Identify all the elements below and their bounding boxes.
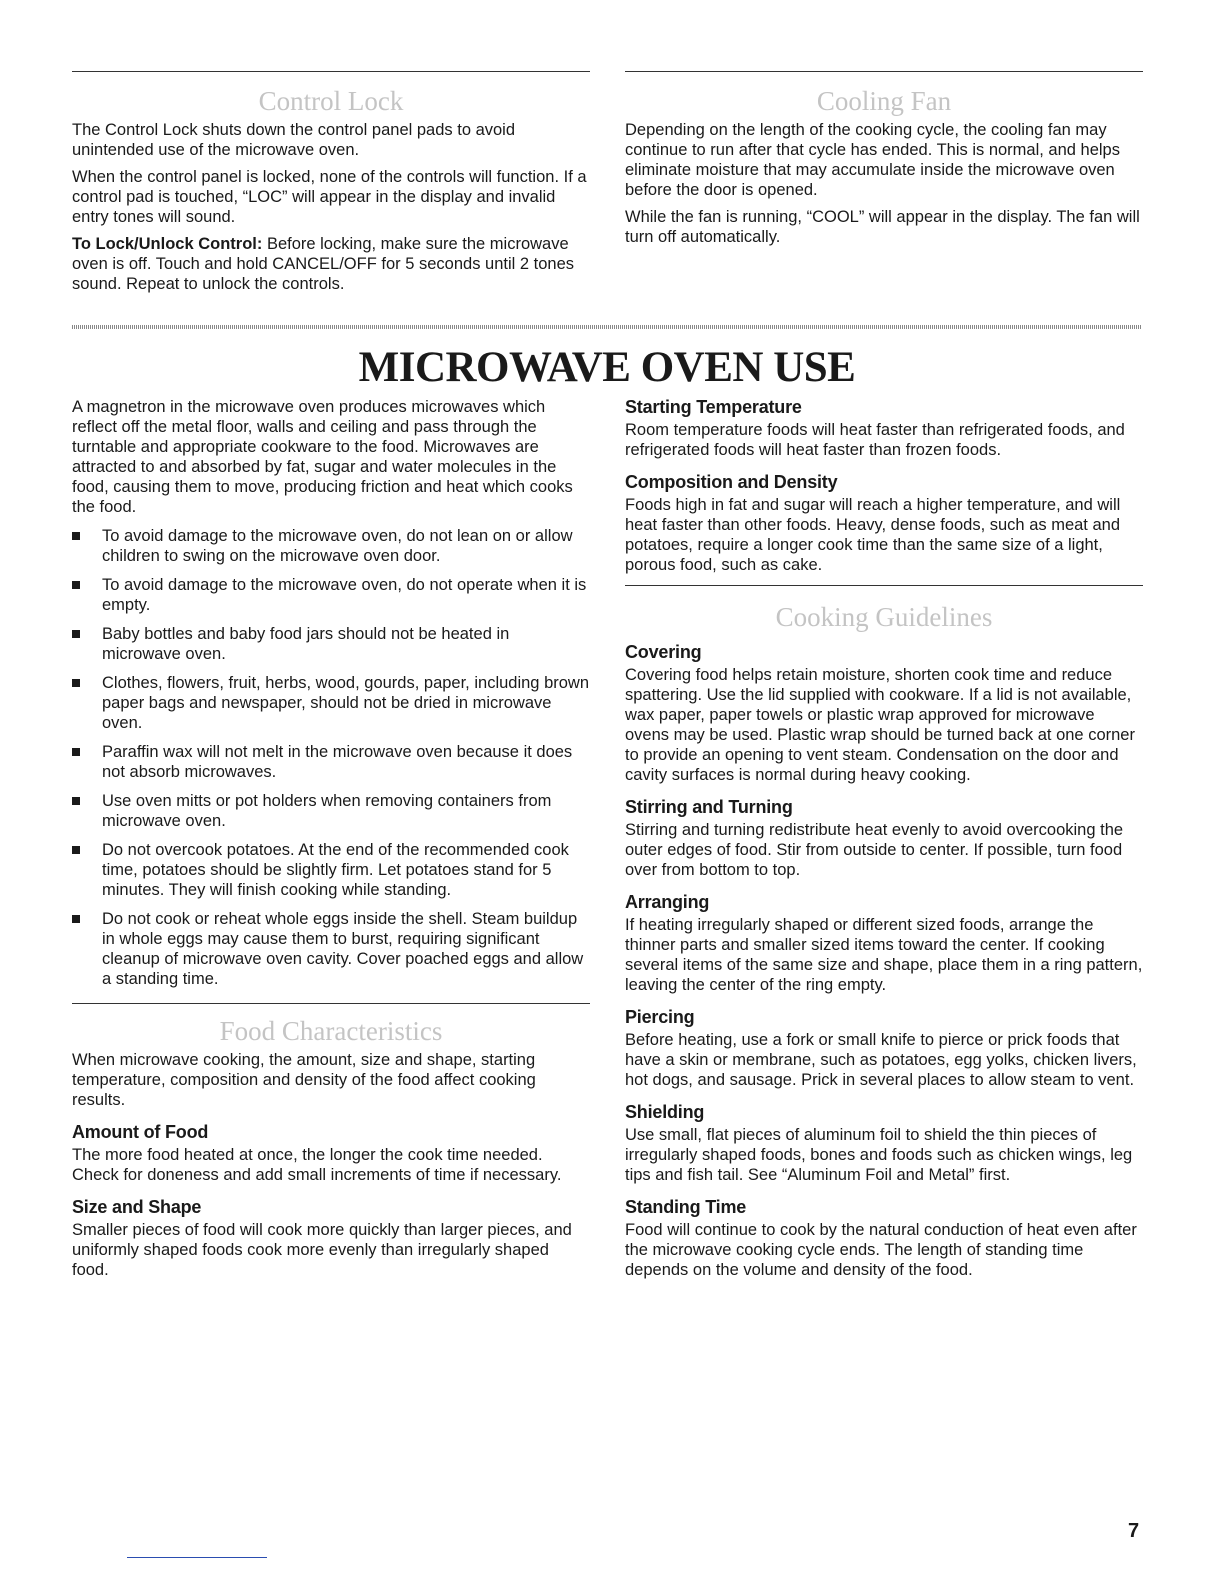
bullet-square-icon	[72, 581, 80, 589]
piercing-heading: Piercing	[625, 1007, 695, 1027]
arranging-heading: Arranging	[625, 892, 710, 912]
section-rule	[72, 71, 590, 72]
section-rule	[625, 585, 1143, 586]
amount-of-food-heading: Amount of Food	[72, 1122, 209, 1142]
standing-time-text: Food will continue to cook by the natural conduction of heat even after the microwave cooking cycle ends. The length of standing time depends on the volume and density of the food.	[625, 1221, 1137, 1279]
dotted-divider	[72, 325, 1142, 329]
stirring-turning-heading: Stirring and Turning	[625, 797, 793, 817]
bullet-square-icon	[72, 630, 80, 638]
bullet-square-icon	[72, 679, 80, 687]
food-characteristics-title: Food Characteristics	[219, 1016, 443, 1046]
starting-temperature-heading: Starting Temperature	[625, 397, 802, 417]
covering-text: Covering food helps retain moisture, shorten cook time and reduce spattering. Use the lid supplied with cookware. If a lid is not available, wax paper, paper towels or plastic wrap approved for microwave ovens may be used. Plastic wrap should be turned back at one corner to provide an opening to vent steam. Condensation on the door and cavity surfaces is normal during heavy cooking.	[625, 666, 1135, 784]
section-rule	[625, 71, 1143, 72]
bullet-square-icon	[72, 846, 80, 854]
cooling-fan-title: Cooling Fan	[816, 86, 952, 116]
list-item: Do not overcook potatoes. At the end of the recommended cook time, potatoes should be slightly firm. Let potatoes stand for 5 minutes. They will finish cooking while standing.	[72, 840, 590, 900]
arranging-text: If heating irregularly shaped or different sized foods, arrange the thinner parts and smaller sized items toward the center. If cooking several items of the same size and shape, place them in a ring pattern, leaving the center of the ring empty.	[625, 916, 1143, 994]
control-lock-title: Control Lock	[258, 86, 404, 116]
lock-unlock-text: Before locking, make sure the microwave oven is off. Touch and hold CANCEL/OFF for 5 seconds until 2 tones sound. Repeat to unlock the controls.	[72, 235, 575, 293]
list-item: To avoid damage to the microwave oven, do not operate when it is empty.	[72, 575, 590, 615]
amount-of-food-text: The more food heated at once, the longer the cook time needed. Check for doneness and add small increments of time if necessary.	[72, 1146, 562, 1184]
size-and-shape-heading: Size and Shape	[72, 1197, 202, 1217]
section-rule	[72, 1003, 590, 1004]
safety-bullet-list	[72, 526, 590, 989]
bullet-square-icon	[72, 915, 80, 923]
cooling-fan-para-1: Depending on the length of the cooking cycle, the cooling fan may continue to run after that cycle has ended. This is normal, and helps eliminate moisture that may accumulate inside the microwave oven before the door is opened.	[625, 121, 1120, 199]
covering-heading: Covering	[625, 642, 702, 662]
control-lock-section	[72, 71, 590, 301]
bullet-square-icon	[72, 797, 80, 805]
control-lock-para-3	[72, 234, 590, 294]
list-item: To avoid damage to the microwave oven, do not lean on or allow children to swing on the microwave oven door.	[72, 526, 590, 566]
page-title: MICROWAVE OVEN USE	[358, 344, 856, 391]
starting-temperature-text: Room temperature foods will heat faster than refrigerated foods, and refrigerated foods will heat faster than frozen foods.	[625, 421, 1125, 459]
cooling-fan-para-2: While the fan is running, “COOL” will appear in the display. The fan will turn off automatically.	[625, 208, 1140, 246]
shielding-heading: Shielding	[625, 1102, 705, 1122]
shielding-text: Use small, flat pieces of aluminum foil to shield the thin pieces of irregularly shaped foods, bones and foods such as chicken wings, leg tips and fish tail. See “Aluminum Foil and Metal” first.	[625, 1126, 1133, 1184]
left-column	[72, 397, 590, 1287]
piercing-text: Before heating, use a fork or small knife to pierce or prick foods that have a skin or membrane, such as potatoes, egg yolks, chicken livers, hot dogs, and sausage. Prick in several places to allow steam to vent.	[625, 1031, 1137, 1089]
list-item: Paraffin wax will not melt in the microwave oven because it does not absorb microwaves.	[72, 742, 590, 782]
bullet-square-icon	[72, 532, 80, 540]
control-lock-para-2: When the control panel is locked, none of the controls will function. If a control pad is touched, “LOC” will appear in the display and invalid entry tones will sound.	[72, 168, 587, 226]
cooling-fan-section	[625, 71, 1143, 254]
stirring-turning-text: Stirring and turning redistribute heat evenly to avoid overcooking the outer edges of food. Stir from outside to center. If possible, turn food over from bottom to top.	[625, 821, 1124, 879]
bullet-square-icon	[72, 748, 80, 756]
food-characteristics-intro: When microwave cooking, the amount, size and shape, starting temperature, composition and density of the food affect cooking results.	[72, 1051, 536, 1109]
right-column	[625, 397, 1143, 1287]
composition-density-text: Foods high in fat and sugar will reach a higher temperature, and will heat faster than other foods. Heavy, dense foods, such as meat and potatoes, require a longer cook time than the same size of a light, porous food, such as cake.	[625, 496, 1121, 574]
list-item: Baby bottles and baby food jars should not be heated in microwave oven.	[72, 624, 590, 664]
composition-density-heading: Composition and Density	[625, 472, 838, 492]
list-item: Do not cook or reheat whole eggs inside the shell. Steam buildup in whole eggs may cause them to burst, requiring significant cleanup of microwave oven cavity. Cover poached eggs and allow a standing time.	[72, 909, 590, 989]
standing-time-heading: Standing Time	[625, 1197, 747, 1217]
intro-paragraph: A magnetron in the microwave oven produces microwaves which reflect off the metal floor, walls and ceiling and pass through the turntable and appropriate cookware to the food. Microwaves are attracted to and absorbed by fat, sugar and water molecules in the food, causing them to move, producing friction and heat which cooks the food.	[72, 398, 573, 516]
control-lock-para-1: The Control Lock shuts down the control panel pads to avoid unintended use of the microwave oven.	[72, 121, 516, 159]
page-number: 7	[1128, 1520, 1140, 1542]
size-and-shape-text: Smaller pieces of food will cook more quickly than larger pieces, and uniformly shaped foods cook more evenly than irregularly shaped food.	[72, 1221, 572, 1279]
footer-rule	[127, 1557, 267, 1558]
list-item: Clothes, flowers, fruit, herbs, wood, gourds, paper, including brown paper bags and newspaper, should not be dried in microwave oven.	[72, 673, 590, 733]
list-item: Use oven mitts or pot holders when removing containers from microwave oven.	[72, 791, 590, 831]
cooking-guidelines-title: Cooking Guidelines	[775, 602, 993, 632]
lock-unlock-lead: To Lock/Unlock Control:	[72, 235, 263, 253]
